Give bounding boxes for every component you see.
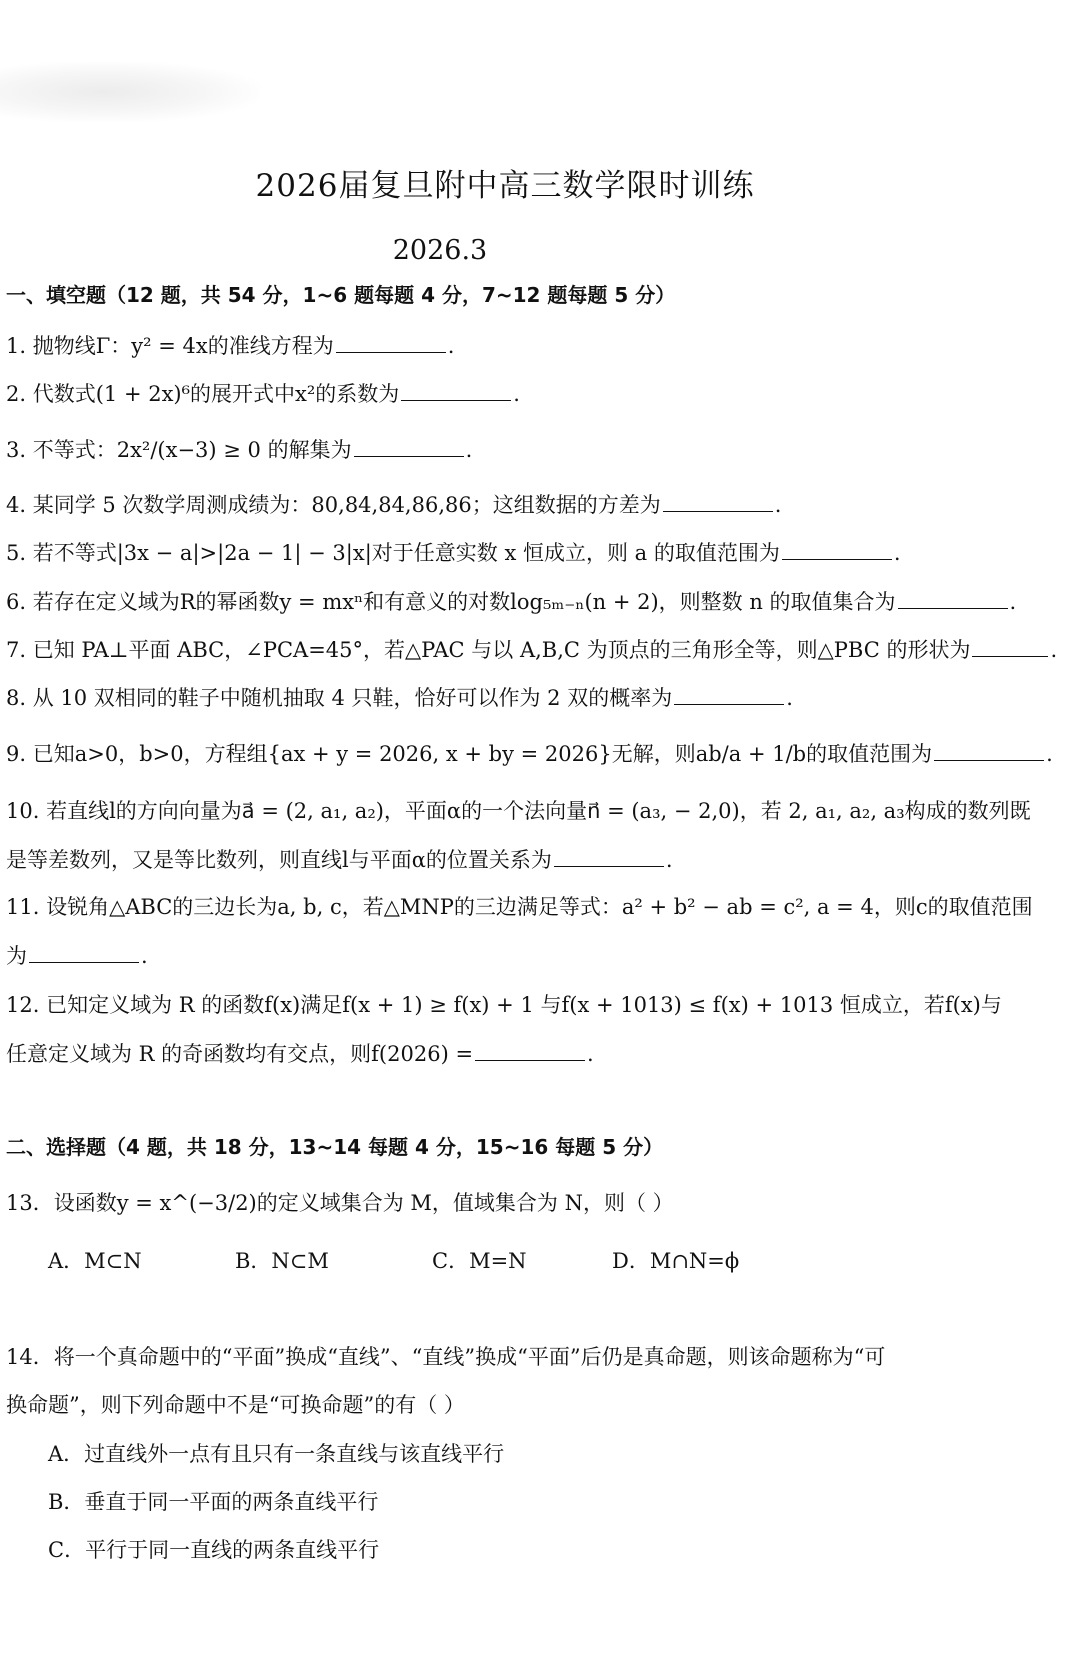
answer-blank[interactable]: [554, 844, 664, 867]
question-10-text: 是等差数列，又是等比数列，则直线l与平面α的位置关系为: [6, 848, 552, 872]
question-9: 9. 已知a>0，b>0，方程组{ax + y = 2026, x + by = 2026}无解，则ab/a + 1/b的取值范围为 .: [6, 738, 1066, 769]
question-6: 6. 若存在定义域为R的幂函数y = mxⁿ和有意义的对数log₅ₘ₋ₙ(n + 2)，则整数 n 的取值集合为 .: [6, 586, 1066, 617]
answer-blank[interactable]: [674, 682, 784, 705]
q13-option-c[interactable]: C．M=N: [432, 1249, 527, 1273]
answer-blank[interactable]: [475, 1038, 585, 1061]
photo-smudge: [0, 62, 260, 122]
question-1: 1. 抛物线Γ：y² = 4x的准线方程为 .: [6, 330, 1066, 361]
question-4-text: 4. 某同学 5 次数学周测成绩为：80,84,84,86,86；这组数据的方差为: [6, 493, 661, 517]
answer-blank[interactable]: [972, 634, 1048, 657]
answer-blank[interactable]: [29, 940, 139, 963]
question-7: 7. 已知 PA⊥平面 ABC，∠PCA=45°，若△PAC 与以 A,B,C 为顶点的三角形全等，则△PBC 的形状为 .: [6, 634, 1066, 665]
question-12-text: 任意定义域为 R 的奇函数均有交点，则f(2026) =: [6, 1042, 474, 1066]
question-3-text: 3. 不等式：2x²/(x−3) ≥ 0 的解集为: [6, 438, 352, 462]
q14-option-b[interactable]: B．垂直于同一平面的两条直线平行: [48, 1490, 379, 1514]
question-4: 4. 某同学 5 次数学周测成绩为：80,84,84,86,86；这组数据的方差为 .: [6, 489, 1066, 520]
question-2-text: 2. 代数式(1 + 2x)⁶的展开式中x²的系数为: [6, 382, 400, 406]
question-8: 8. 从 10 双相同的鞋子中随机抽取 4 只鞋，恰好可以作为 2 双的概率为 .: [6, 682, 1066, 713]
answer-blank[interactable]: [336, 330, 446, 353]
question-2: 2. 代数式(1 + 2x)⁶的展开式中x²的系数为 .: [6, 378, 1066, 409]
question-9-text: 9. 已知a>0，b>0，方程组{ax + y = 2026, x + by = 2026}无解，则ab/a + 1/b的取值范围为: [6, 742, 933, 766]
question-1-text: 1. 抛物线Γ：y² = 4x的准线方程为: [6, 334, 334, 358]
section-heading-fill-in: 一、填空题（12 题，共 54 分，1~6 题每题 4 分，7~12 题每题 5 分）: [6, 283, 676, 307]
section-heading-multiple-choice: 二、选择题（4 题，共 18 分，13~14 每题 4 分，15~16 每题 5 分）: [6, 1135, 664, 1159]
question-11-line-2: 为 .: [6, 940, 1066, 971]
q14-option-a[interactable]: A．过直线外一点有且只有一条直线与该直线平行: [48, 1442, 505, 1466]
question-13: 13．设函数y = x^(−3/2)的定义域集合为 M，值域集合为 N，则（ ）: [6, 1191, 674, 1215]
q14-option-c[interactable]: C．平行于同一直线的两条直线平行: [48, 1538, 380, 1562]
answer-blank[interactable]: [898, 586, 1008, 609]
question-5-text: 5. 若不等式|3x − a|>|2a − 1| − 3|x|对于任意实数 x 恒成立，则 a 的取值范围为: [6, 541, 780, 565]
answer-blank[interactable]: [354, 434, 464, 457]
question-5: 5. 若不等式|3x − a|>|2a − 1| − 3|x|对于任意实数 x 恒成立，则 a 的取值范围为 .: [6, 537, 1066, 568]
page-title: 2026届复旦附中高三数学限时训练: [255, 168, 755, 204]
question-10-line-1: 10. 若直线l的方向向量为a⃗ = (2, a₁, a₂)，平面α的一个法向量n⃗ = (a₃, − 2,0)，若 2, a₁, a₂, a₃构成的数列既: [6, 799, 1031, 823]
answer-blank[interactable]: [782, 537, 892, 560]
question-7-text: 7. 已知 PA⊥平面 ABC，∠PCA=45°，若△PAC 与以 A,B,C 为顶点的三角形全等，则△PBC 的形状为: [6, 638, 971, 662]
answer-blank[interactable]: [401, 378, 511, 401]
q13-option-b[interactable]: B．N⊂M: [235, 1249, 329, 1273]
answer-blank[interactable]: [934, 738, 1044, 761]
question-11-text: 为: [6, 944, 27, 968]
question-12-line-2: 任意定义域为 R 的奇函数均有交点，则f(2026) = .: [6, 1038, 1066, 1069]
question-11-line-1: 11. 设锐角△ABC的三边长为a, b, c，若△MNP的三边满足等式：a² + b² − ab = c², a = 4，则c的取值范围: [6, 895, 1033, 919]
question-6-text: 6. 若存在定义域为R的幂函数y = mxⁿ和有意义的对数log₅ₘ₋ₙ(n + 2)，则整数 n 的取值集合为: [6, 590, 896, 614]
question-12-line-1: 12. 已知定义域为 R 的函数f(x)满足f(x + 1) ≥ f(x) + 1 与f(x + 1013) ≤ f(x) + 1013 恒成立，若f(x)与: [6, 993, 1002, 1017]
q13-option-a[interactable]: A．M⊂N: [48, 1249, 142, 1273]
answer-blank[interactable]: [663, 489, 773, 512]
question-14-line-2: 换命题”，则下列命题中不是“可换命题”的有（ ）: [6, 1393, 465, 1417]
question-8-text: 8. 从 10 双相同的鞋子中随机抽取 4 只鞋，恰好可以作为 2 双的概率为: [6, 686, 673, 710]
question-10-line-2: 是等差数列，又是等比数列，则直线l与平面α的位置关系为 .: [6, 844, 1066, 875]
question-14-line-1: 14．将一个真命题中的“平面”换成“直线”、“直线”换成“平面”后仍是真命题，则该命题称为“可: [6, 1345, 886, 1369]
q13-option-d[interactable]: D．M∩N=ϕ: [612, 1249, 740, 1273]
exam-date: 2026.3: [392, 235, 488, 266]
question-3: 3. 不等式：2x²/(x−3) ≥ 0 的解集为 .: [6, 434, 1066, 465]
